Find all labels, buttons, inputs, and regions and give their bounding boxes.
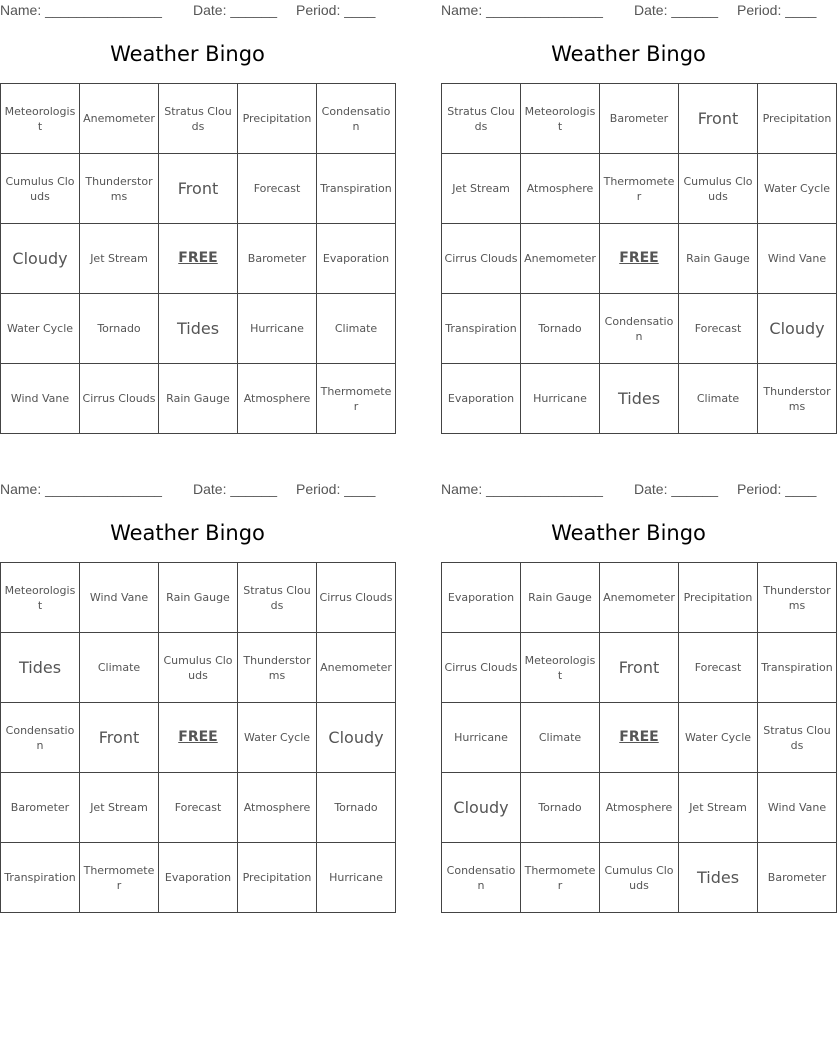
- bingo-cell: Evaporation: [159, 843, 238, 913]
- bingo-cell: Anemometer: [600, 563, 679, 633]
- bingo-grid: [0, 562, 396, 913]
- bingo-cell: Anemometer: [521, 224, 600, 294]
- bingo-cell: Cloudy: [1, 224, 80, 294]
- bingo-cell: Barometer: [758, 843, 837, 913]
- bingo-row: [1, 633, 396, 703]
- bingo-row: [1, 703, 396, 773]
- bingo-cell: Forecast: [679, 294, 758, 364]
- bingo-cell: Cirrus Clouds: [80, 364, 159, 434]
- student-info-header: [441, 479, 816, 501]
- bingo-cell: Water Cycle: [238, 703, 317, 773]
- bingo-cell: Meteorologist: [521, 84, 600, 154]
- bingo-cell: Tornado: [521, 773, 600, 843]
- bingo-row: [442, 563, 837, 633]
- free-space: FREE: [600, 224, 679, 294]
- student-info-header: [0, 0, 375, 22]
- bingo-cell: Precipitation: [238, 84, 317, 154]
- bingo-cell: Tornado: [521, 294, 600, 364]
- bingo-cell: Cumulus Clouds: [600, 843, 679, 913]
- bingo-cell: Front: [600, 633, 679, 703]
- date-field: Date: ______: [634, 2, 719, 18]
- bingo-cell: Cumulus Clouds: [159, 633, 238, 703]
- bingo-cell: Transpiration: [442, 294, 521, 364]
- bingo-cell: Rain Gauge: [159, 563, 238, 633]
- bingo-cell: Thunderstorms: [238, 633, 317, 703]
- card-title: Weather Bingo: [110, 42, 265, 66]
- card-title: Weather Bingo: [551, 521, 706, 545]
- bingo-cell: Transpiration: [758, 633, 837, 703]
- bingo-cell: Climate: [679, 364, 758, 434]
- bingo-cell: Barometer: [238, 224, 317, 294]
- bingo-cell: Cirrus Clouds: [442, 633, 521, 703]
- bingo-cell: Thermometer: [521, 843, 600, 913]
- bingo-row: [1, 364, 396, 434]
- bingo-cell: Tornado: [80, 294, 159, 364]
- bingo-cell: Jet Stream: [679, 773, 758, 843]
- bingo-cell: Precipitation: [238, 843, 317, 913]
- bingo-cell: Hurricane: [521, 364, 600, 434]
- student-info-header: [441, 0, 816, 22]
- bingo-cell: Atmosphere: [238, 364, 317, 434]
- bingo-cell: Cirrus Clouds: [317, 563, 396, 633]
- bingo-cell: Jet Stream: [80, 773, 159, 843]
- bingo-cell: Tides: [159, 294, 238, 364]
- bingo-cell: Tides: [679, 843, 758, 913]
- date-field: Date: ______: [193, 2, 278, 18]
- bingo-cell: Wind Vane: [758, 224, 837, 294]
- bingo-cell: Tornado: [317, 773, 396, 843]
- bingo-cell: Wind Vane: [80, 563, 159, 633]
- bingo-row: [1, 843, 396, 913]
- bingo-cell: Hurricane: [442, 703, 521, 773]
- bingo-cell: Condensation: [1, 703, 80, 773]
- bingo-cell: Water Cycle: [758, 154, 837, 224]
- bingo-cell: Meteorologist: [1, 563, 80, 633]
- bingo-cell: Rain Gauge: [159, 364, 238, 434]
- bingo-cell: Front: [679, 84, 758, 154]
- bingo-cell: Evaporation: [442, 563, 521, 633]
- free-space: FREE: [159, 224, 238, 294]
- bingo-cell: Precipitation: [758, 84, 837, 154]
- bingo-cell: Wind Vane: [758, 773, 837, 843]
- bingo-row: [1, 294, 396, 364]
- bingo-row: [1, 224, 396, 294]
- bingo-row: [1, 773, 396, 843]
- card-title: Weather Bingo: [551, 42, 706, 66]
- bingo-cell: Meteorologist: [1, 84, 80, 154]
- bingo-cell: Water Cycle: [679, 703, 758, 773]
- bingo-cell: Tides: [1, 633, 80, 703]
- name-field: Name: _______________: [0, 2, 162, 18]
- bingo-cell: Forecast: [159, 773, 238, 843]
- bingo-cell: Jet Stream: [442, 154, 521, 224]
- bingo-cell: Anemometer: [317, 633, 396, 703]
- bingo-grid: [441, 83, 837, 434]
- bingo-cell: Meteorologist: [521, 633, 600, 703]
- bingo-cell: Barometer: [1, 773, 80, 843]
- bingo-cell: Front: [80, 703, 159, 773]
- bingo-cell: Wind Vane: [1, 364, 80, 434]
- bingo-cell: Tides: [600, 364, 679, 434]
- bingo-row: [442, 154, 837, 224]
- bingo-cell: Climate: [80, 633, 159, 703]
- bingo-row: [442, 84, 837, 154]
- date-field: Date: ______: [193, 481, 278, 497]
- bingo-cell: Climate: [521, 703, 600, 773]
- bingo-cell: Thermometer: [317, 364, 396, 434]
- bingo-cell: Atmosphere: [238, 773, 317, 843]
- date-field: Date: ______: [634, 481, 719, 497]
- card-title: Weather Bingo: [110, 521, 265, 545]
- bingo-cell: Precipitation: [679, 563, 758, 633]
- bingo-cell: Cloudy: [317, 703, 396, 773]
- bingo-row: [1, 154, 396, 224]
- bingo-row: [442, 224, 837, 294]
- bingo-cell: Stratus Clouds: [238, 563, 317, 633]
- bingo-cell: Condensation: [317, 84, 396, 154]
- free-space: FREE: [159, 703, 238, 773]
- bingo-cell: Forecast: [238, 154, 317, 224]
- bingo-grid: [441, 562, 837, 913]
- bingo-grid: [0, 83, 396, 434]
- bingo-cell: Forecast: [679, 633, 758, 703]
- bingo-cell: Evaporation: [317, 224, 396, 294]
- bingo-cell: Thunderstorms: [758, 563, 837, 633]
- bingo-cell: Cloudy: [442, 773, 521, 843]
- bingo-cell: Jet Stream: [80, 224, 159, 294]
- bingo-cell: Front: [159, 154, 238, 224]
- bingo-cell: Cumulus Clouds: [1, 154, 80, 224]
- bingo-row: [1, 563, 396, 633]
- bingo-cell: Hurricane: [238, 294, 317, 364]
- bingo-cell: Cumulus Clouds: [679, 154, 758, 224]
- bingo-row: [442, 773, 837, 843]
- period-field: Period: ____: [737, 481, 817, 497]
- bingo-row: [442, 703, 837, 773]
- bingo-row: [1, 84, 396, 154]
- bingo-cell: Water Cycle: [1, 294, 80, 364]
- period-field: Period: ____: [737, 2, 817, 18]
- bingo-cell: Thunderstorms: [80, 154, 159, 224]
- name-field: Name: _______________: [0, 481, 162, 497]
- bingo-row: [442, 633, 837, 703]
- bingo-cell: Rain Gauge: [679, 224, 758, 294]
- student-info-header: [0, 479, 375, 501]
- bingo-cell: Transpiration: [1, 843, 80, 913]
- bingo-cell: Condensation: [600, 294, 679, 364]
- period-field: Period: ____: [296, 481, 376, 497]
- free-space: FREE: [600, 703, 679, 773]
- bingo-row: [442, 843, 837, 913]
- bingo-cell: Thermometer: [80, 843, 159, 913]
- bingo-cell: Cirrus Clouds: [442, 224, 521, 294]
- bingo-row: [442, 294, 837, 364]
- bingo-cell: Anemometer: [80, 84, 159, 154]
- bingo-cell: Stratus Clouds: [442, 84, 521, 154]
- bingo-cell: Rain Gauge: [521, 563, 600, 633]
- bingo-cell: Evaporation: [442, 364, 521, 434]
- bingo-cell: Hurricane: [317, 843, 396, 913]
- bingo-cell: Transpiration: [317, 154, 396, 224]
- bingo-row: [442, 364, 837, 434]
- name-field: Name: _______________: [441, 481, 603, 497]
- bingo-cell: Condensation: [442, 843, 521, 913]
- bingo-cell: Stratus Clouds: [758, 703, 837, 773]
- bingo-cell: Barometer: [600, 84, 679, 154]
- bingo-cell: Cloudy: [758, 294, 837, 364]
- bingo-cell: Thunderstorms: [758, 364, 837, 434]
- name-field: Name: _______________: [441, 2, 603, 18]
- bingo-cell: Atmosphere: [600, 773, 679, 843]
- bingo-cell: Climate: [317, 294, 396, 364]
- bingo-cell: Stratus Clouds: [159, 84, 238, 154]
- period-field: Period: ____: [296, 2, 376, 18]
- bingo-cell: Atmosphere: [521, 154, 600, 224]
- bingo-cell: Thermometer: [600, 154, 679, 224]
